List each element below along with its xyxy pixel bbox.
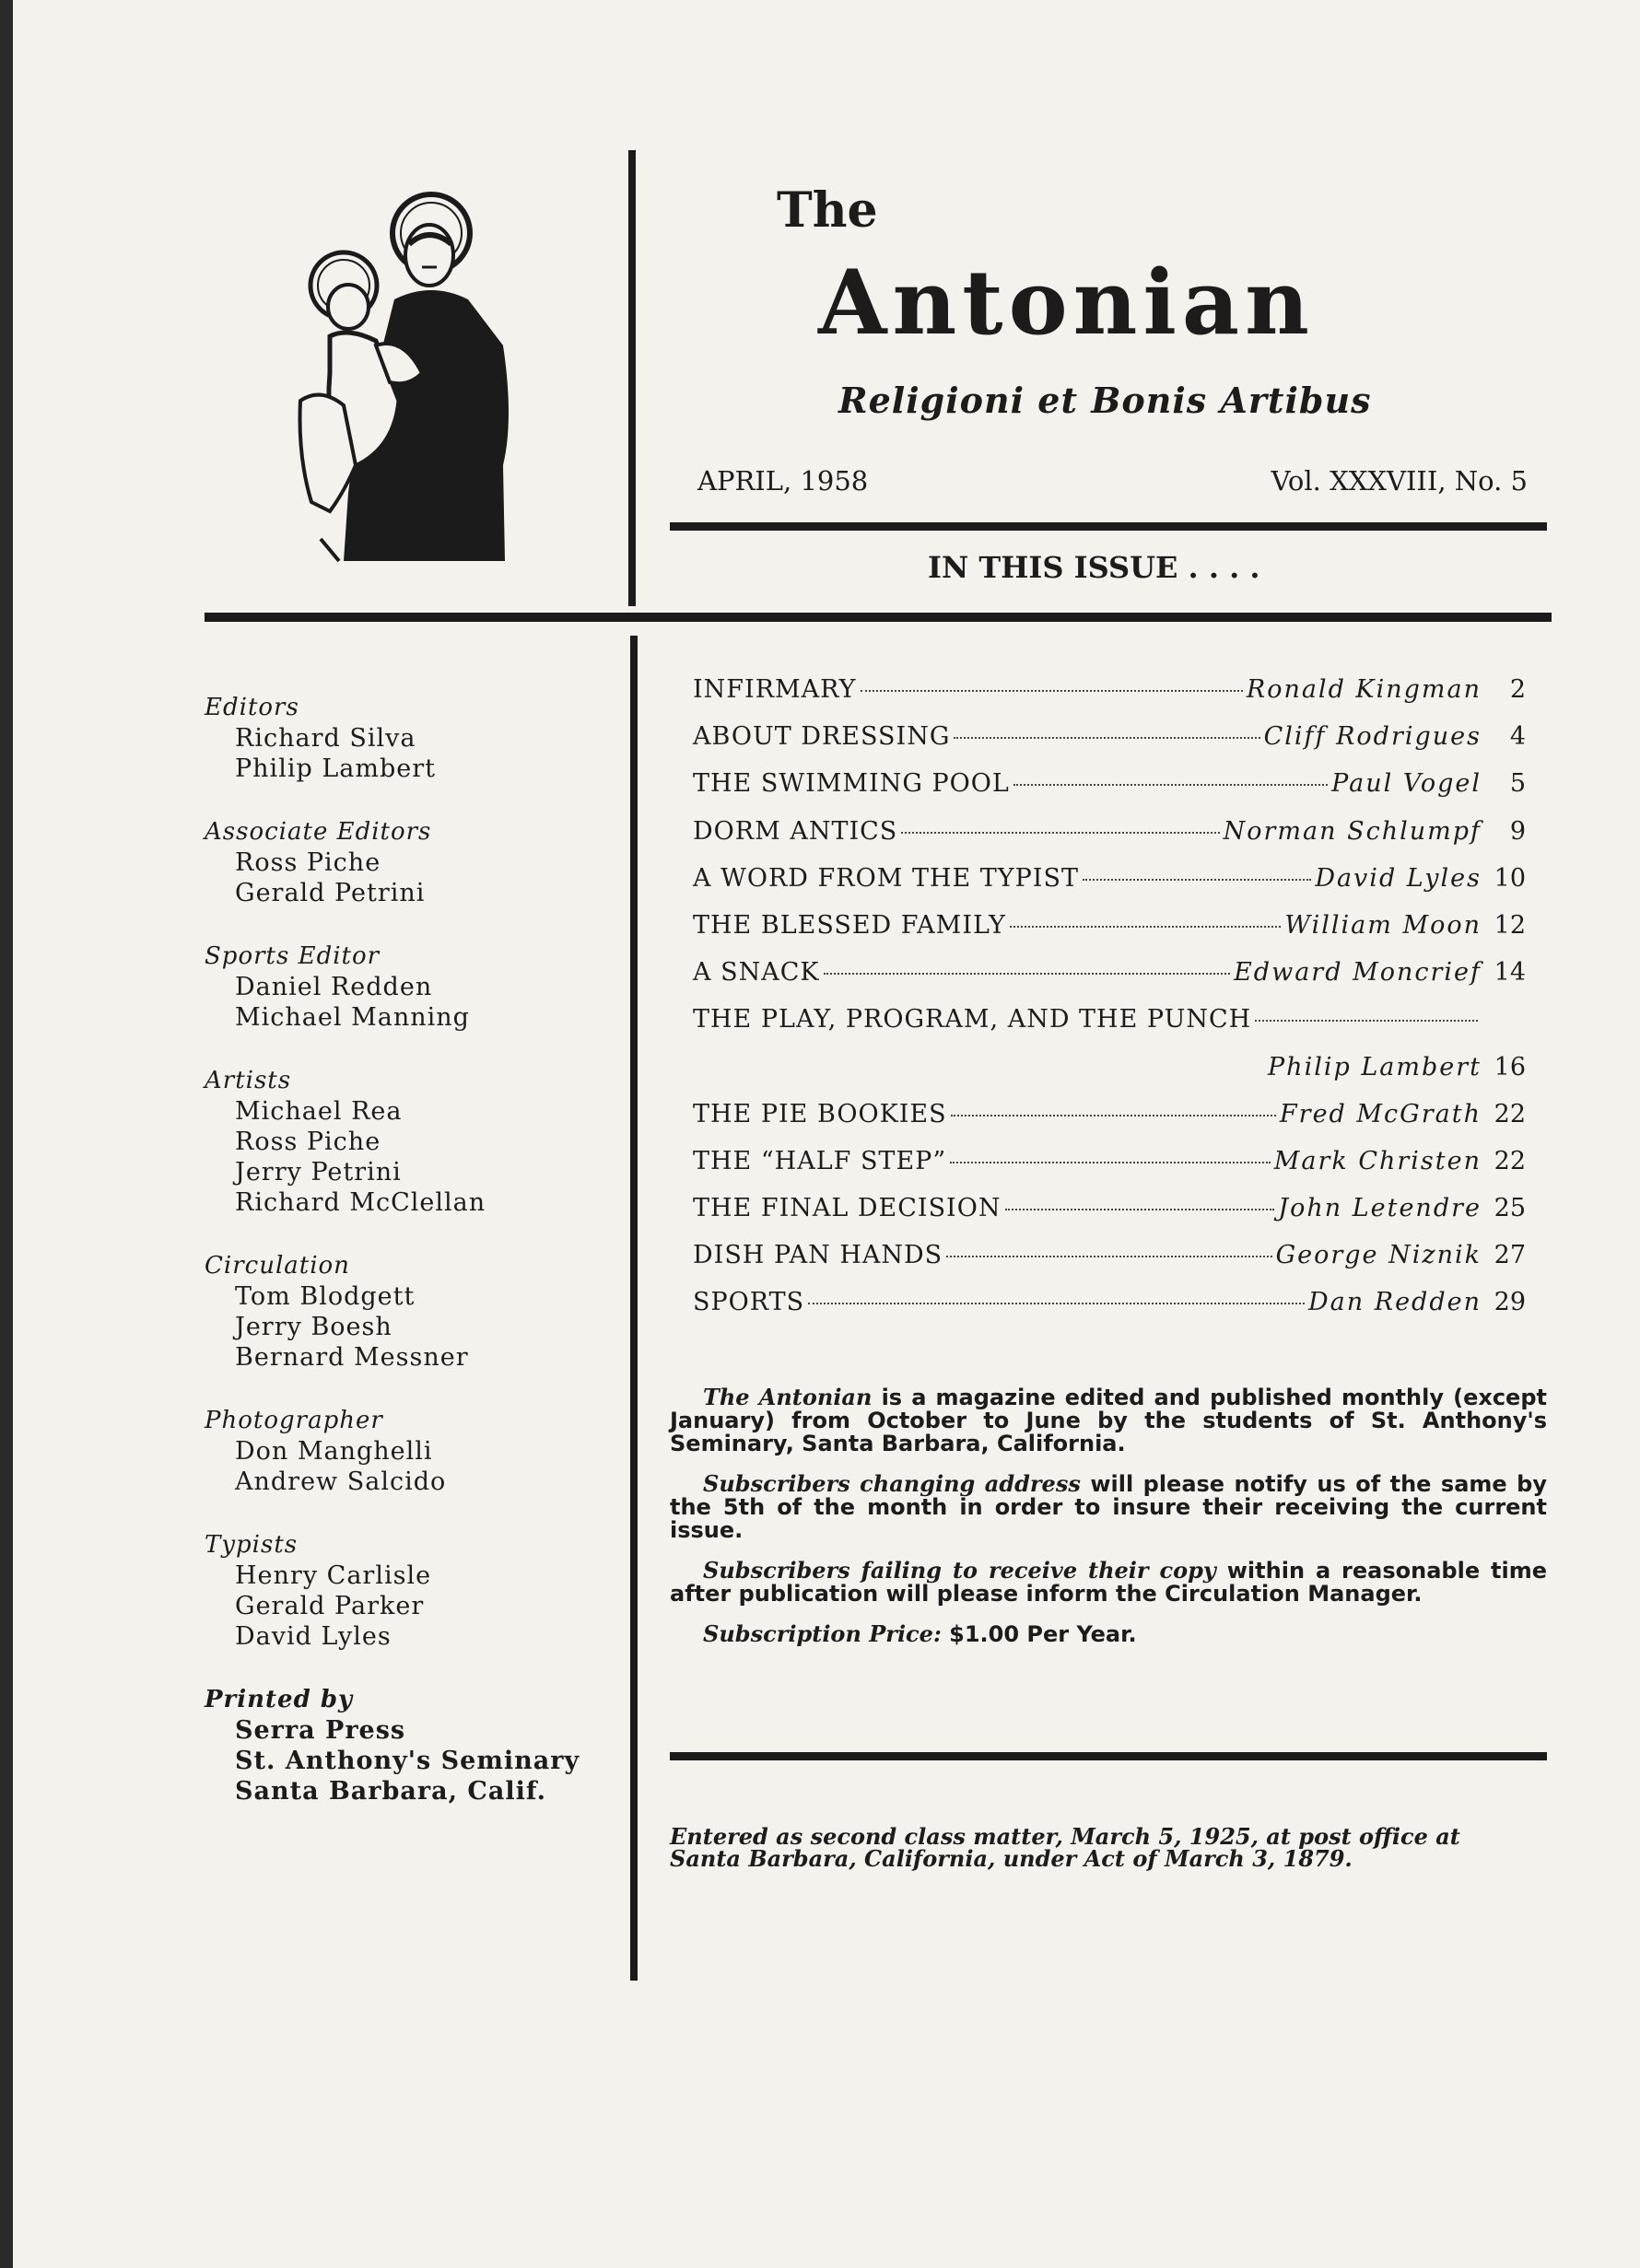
staff-role: Associate Editors	[205, 818, 432, 846]
staff-name: St. Anthony's Seminary	[235, 1747, 580, 1775]
issue-date: APRIL, 1958	[697, 465, 869, 497]
toc-title: THE BLESSED FAMILY	[693, 910, 1007, 940]
toc-author: Fred McGrath	[1279, 1099, 1482, 1128]
note-price-text: $1.00 Per Year.	[941, 1621, 1137, 1647]
toc-row-continued	[693, 1053, 1526, 1100]
toc-page: 16	[1494, 1052, 1526, 1081]
note-about-text: is a magazine edited and published monthly (except January) from October to June by the students of St. Anthony's Seminary, Santa Barbara, California.	[670, 1385, 1547, 1456]
toc-title: THE FINAL DECISION	[693, 1194, 1002, 1223]
horizontal-rule-bottom	[670, 1752, 1547, 1760]
toc-page: 9	[1509, 816, 1526, 846]
toc-author: Dan Redden	[1308, 1288, 1482, 1317]
toc-leader	[954, 737, 1259, 739]
toc-row	[693, 1100, 1526, 1147]
staff-name: Richard Silva	[235, 724, 416, 753]
staff-role: Circulation	[205, 1252, 350, 1280]
toc-leader	[1255, 1020, 1478, 1022]
toc-author: Norman Schlumpf	[1223, 816, 1482, 846]
note-about	[670, 1385, 1547, 1455]
masthead-title: Antonian	[818, 251, 1315, 355]
note-about-lead: The Antonian	[703, 1384, 873, 1410]
toc-author: Edward Moncrief	[1234, 958, 1482, 988]
toc-row	[693, 769, 1526, 816]
note-price	[670, 1622, 1547, 1646]
toc-page: 12	[1494, 910, 1526, 940]
staff-name: Richard McClellan	[235, 1188, 486, 1217]
toc-author: Cliff Rodrigues	[1263, 722, 1482, 752]
vertical-rule-bottom	[630, 636, 638, 1981]
staff-group-typists	[205, 1530, 592, 1652]
toc-row	[693, 1194, 1526, 1241]
staff-group-printed-by	[205, 1685, 592, 1806]
staff-role: Printed by	[205, 1686, 354, 1713]
note-price-lead: Subscription Price:	[703, 1620, 942, 1647]
toc-leader	[1083, 879, 1311, 881]
toc-author: Paul Vogel	[1331, 769, 1482, 799]
staff-name: Serra Press	[235, 1716, 406, 1745]
staff-name: Ross Piche	[235, 1128, 381, 1156]
toc-leader	[861, 690, 1243, 692]
toc-title: A WORD FROM THE TYPIST	[693, 863, 1079, 893]
staff-name: Santa Barbara, Calif.	[235, 1777, 546, 1806]
note-failing-lead: Subscribers failing to receive their copy	[703, 1557, 1216, 1584]
staff-group-circulation	[205, 1251, 592, 1373]
toc-leader	[808, 1303, 1305, 1304]
staff-role: Artists	[205, 1067, 292, 1094]
toc-page: 22	[1494, 1146, 1526, 1175]
staff-name: David Lyles	[235, 1622, 392, 1651]
staff-group-sports-editor	[205, 941, 592, 1033]
horizontal-rule-issue	[670, 522, 1547, 531]
toc-author: George Niznik	[1275, 1241, 1482, 1270]
toc-page: 2	[1509, 675, 1526, 704]
staff-name: Gerald Parker	[235, 1592, 425, 1620]
issue-volume: Vol. XXXVIII, No. 5	[1271, 465, 1528, 497]
toc-title: ABOUT DRESSING	[693, 722, 951, 752]
staff-name: Ross Piche	[235, 848, 381, 877]
toc-page: 4	[1509, 722, 1526, 752]
staff-name: Gerald Petrini	[235, 879, 426, 907]
toc-title: DORM ANTICS	[693, 816, 898, 846]
in-this-issue-heading: IN THIS ISSUE . . . .	[928, 550, 1260, 585]
toc-row	[693, 958, 1526, 1005]
staff-group-editors	[205, 693, 592, 784]
toc-author: Ronald Kingman	[1246, 675, 1482, 704]
note-failing-text: within a reasonable time after publication will please inform the Circulation Manager.	[670, 1558, 1548, 1607]
staff-role: Photographer	[205, 1407, 383, 1434]
toc-row	[693, 864, 1526, 911]
staff-role: Editors	[205, 694, 299, 721]
staff-name: Michael Rea	[235, 1097, 403, 1126]
toc-leader	[901, 832, 1219, 834]
toc-row	[693, 1005, 1526, 1052]
toc-page: 22	[1494, 1099, 1526, 1128]
staff-name: Jerry Boesh	[235, 1313, 392, 1341]
toc-page: 29	[1494, 1288, 1526, 1317]
toc-page: 5	[1509, 769, 1526, 799]
table-of-contents	[693, 675, 1526, 1336]
toc-row	[693, 817, 1526, 864]
toc-leader	[950, 1162, 1271, 1163]
toc-row	[693, 1241, 1526, 1288]
note-failing	[670, 1559, 1547, 1606]
masthead-motto: Religioni et Bonis Artibus	[838, 380, 1372, 421]
staff-name: Jerry Petrini	[235, 1158, 402, 1187]
staff-name: Bernard Messner	[235, 1343, 469, 1372]
toc-title: THE PIE BOOKIES	[693, 1099, 947, 1128]
toc-row	[693, 911, 1526, 958]
staff-name: Daniel Redden	[235, 973, 433, 1001]
staff-role: Typists	[205, 1531, 299, 1559]
toc-title: THE SWIMMING POOL	[693, 769, 1010, 799]
toc-page: 27	[1494, 1241, 1526, 1270]
staff-group-associate-editors	[205, 817, 592, 908]
note-address-text: will please notify us of the same by the 5th of the month in order to insure their receiving the current issue.	[670, 1471, 1547, 1543]
note-address	[670, 1472, 1547, 1542]
staff-name: Henry Carlisle	[235, 1561, 432, 1590]
entry-notice: Entered as second class matter, March 5, 1925, at post office at Santa Barbara, California, under Act of March 3, 1879.	[670, 1823, 1460, 1872]
toc-row	[693, 1288, 1526, 1335]
staff-list	[205, 693, 592, 1840]
staff-name: Tom Blodgett	[235, 1282, 416, 1311]
staff-name: Philip Lambert	[235, 754, 436, 783]
toc-leader	[1005, 1209, 1275, 1210]
toc-row	[693, 675, 1526, 722]
staff-role: Sports Editor	[205, 942, 381, 970]
toc-leader	[1010, 926, 1281, 928]
publication-notes	[670, 1385, 1547, 1663]
toc-author: William Moon	[1284, 910, 1482, 940]
saint-anthony-emblem	[293, 189, 542, 568]
toc-page: 14	[1494, 958, 1526, 988]
toc-row	[693, 1147, 1526, 1194]
staff-name: Andrew Salcido	[235, 1467, 447, 1496]
staff-group-artists	[205, 1066, 592, 1218]
toc-leader	[946, 1256, 1271, 1257]
staff-name: Don Manghelli	[235, 1437, 433, 1466]
toc-page: 25	[1494, 1194, 1526, 1223]
toc-title: THE PLAY, PROGRAM, AND THE PUNCH	[693, 1005, 1252, 1035]
staff-group-photographer	[205, 1406, 592, 1497]
vertical-rule-top	[628, 150, 636, 606]
toc-page: 10	[1494, 863, 1526, 893]
staff-name: Michael Manning	[235, 1003, 470, 1032]
note-address-lead: Subscribers changing address	[703, 1470, 1081, 1497]
toc-title: SPORTS	[693, 1288, 805, 1317]
toc-leader	[824, 973, 1231, 975]
toc-row	[693, 722, 1526, 769]
masthead-the: The	[777, 182, 878, 239]
horizontal-rule-main	[205, 613, 1552, 622]
toc-title: INFIRMARY	[693, 675, 857, 704]
toc-leader	[951, 1115, 1276, 1116]
toc-title: A SNACK	[693, 958, 820, 988]
toc-author: Mark Christen	[1273, 1146, 1482, 1175]
toc-title: THE “HALF STEP”	[693, 1146, 947, 1175]
toc-author: David Lyles	[1315, 863, 1482, 893]
page-left-edge	[0, 0, 13, 2268]
toc-author: John Letendre	[1278, 1194, 1482, 1223]
toc-leader	[1013, 784, 1328, 786]
toc-title: DISH PAN HANDS	[693, 1241, 943, 1270]
toc-author: Philip Lambert	[1268, 1052, 1482, 1081]
